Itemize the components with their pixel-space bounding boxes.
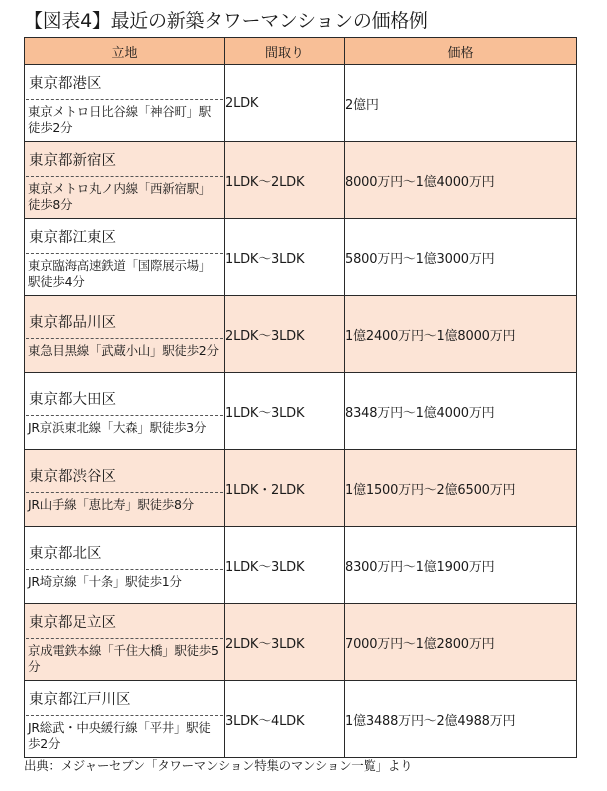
location-cell — [25, 65, 225, 142]
ward-name: 東京都港区 — [26, 68, 223, 100]
table-row — [25, 604, 577, 681]
ward-name: 東京都江東区 — [26, 222, 223, 254]
table-row — [25, 373, 577, 450]
station-access: 東京臨海高速鉄道「国際展示場」駅徒歩4分 — [28, 257, 212, 289]
ward-name: 東京都品川区 — [26, 307, 223, 339]
table-row — [25, 450, 577, 527]
ward-name: 東京都新宿区 — [26, 145, 223, 177]
table-row — [25, 65, 577, 142]
header-location: 立地 — [25, 38, 225, 65]
layout-cell: 1LDK～3LDK — [225, 527, 345, 604]
ward-name: 東京都渋谷区 — [26, 461, 223, 493]
station-access: JR京浜東北線「大森」駅徒歩3分 — [28, 419, 207, 435]
price-cell: 8000万円～1億4000万円 — [345, 142, 577, 219]
layout-cell: 2LDK～3LDK — [225, 296, 345, 373]
table-header-row — [25, 38, 577, 65]
header-price: 価格 — [345, 38, 577, 65]
location-cell — [25, 142, 225, 219]
ward-name: 東京都北区 — [26, 538, 223, 570]
station-access: JR総武・中央緩行線「平井」駅徒歩2分 — [28, 719, 211, 751]
table-row — [25, 527, 577, 604]
source-note: 出典：メジャーセブン「タワーマンション特集のマンション一覧」より — [24, 758, 413, 773]
price-cell: 8300万円～1億1900万円 — [345, 527, 577, 604]
location-cell — [25, 527, 225, 604]
table-row — [25, 142, 577, 219]
price-cell: 2億円 — [345, 65, 577, 142]
table-row — [25, 219, 577, 296]
ward-name: 東京都江戸川区 — [26, 684, 223, 716]
ward-name: 東京都足立区 — [26, 607, 223, 639]
location-cell — [25, 219, 225, 296]
layout-cell: 2LDK — [225, 65, 345, 142]
price-cell: 1億3488万円～2億4988万円 — [345, 681, 577, 758]
layout-cell: 1LDK～2LDK — [225, 142, 345, 219]
station-access: 東京メトロ丸ノ内線「西新宿駅」徒歩8分 — [28, 180, 212, 212]
header-layout: 間取り — [225, 38, 345, 65]
table-row — [25, 681, 577, 758]
station-access: JR山手線「恵比寿」駅徒歩8分 — [28, 496, 194, 512]
table-row — [25, 296, 577, 373]
location-cell — [25, 296, 225, 373]
location-cell — [25, 681, 225, 758]
price-cell: 5800万円～1億3000万円 — [345, 219, 577, 296]
station-access: 東京メトロ日比谷線「神谷町」駅徒歩2分 — [28, 103, 212, 135]
location-cell — [25, 373, 225, 450]
location-cell — [25, 450, 225, 527]
price-cell: 8348万円～1億4000万円 — [345, 373, 577, 450]
figure-title: 【図表4】最近の新築タワーマンションの価格例 — [24, 10, 428, 32]
layout-cell: 3LDK～4LDK — [225, 681, 345, 758]
station-access: JR埼京線「十条」駅徒歩1分 — [28, 573, 182, 589]
ward-name: 東京都大田区 — [26, 384, 223, 416]
station-access: 東急目黒線「武蔵小山」駅徒歩2分 — [28, 342, 219, 358]
price-table — [24, 37, 577, 758]
station-access: 京成電鉄本線「千住大橋」駅徒歩5分 — [28, 642, 219, 674]
price-cell: 7000万円～1億2800万円 — [345, 604, 577, 681]
price-cell: 1億2400万円～1億8000万円 — [345, 296, 577, 373]
price-cell: 1億1500万円～2億6500万円 — [345, 450, 577, 527]
layout-cell: 1LDK～3LDK — [225, 219, 345, 296]
layout-cell: 2LDK～3LDK — [225, 604, 345, 681]
layout-cell: 1LDK～3LDK — [225, 373, 345, 450]
location-cell — [25, 604, 225, 681]
layout-cell: 1LDK・2LDK — [225, 450, 345, 527]
